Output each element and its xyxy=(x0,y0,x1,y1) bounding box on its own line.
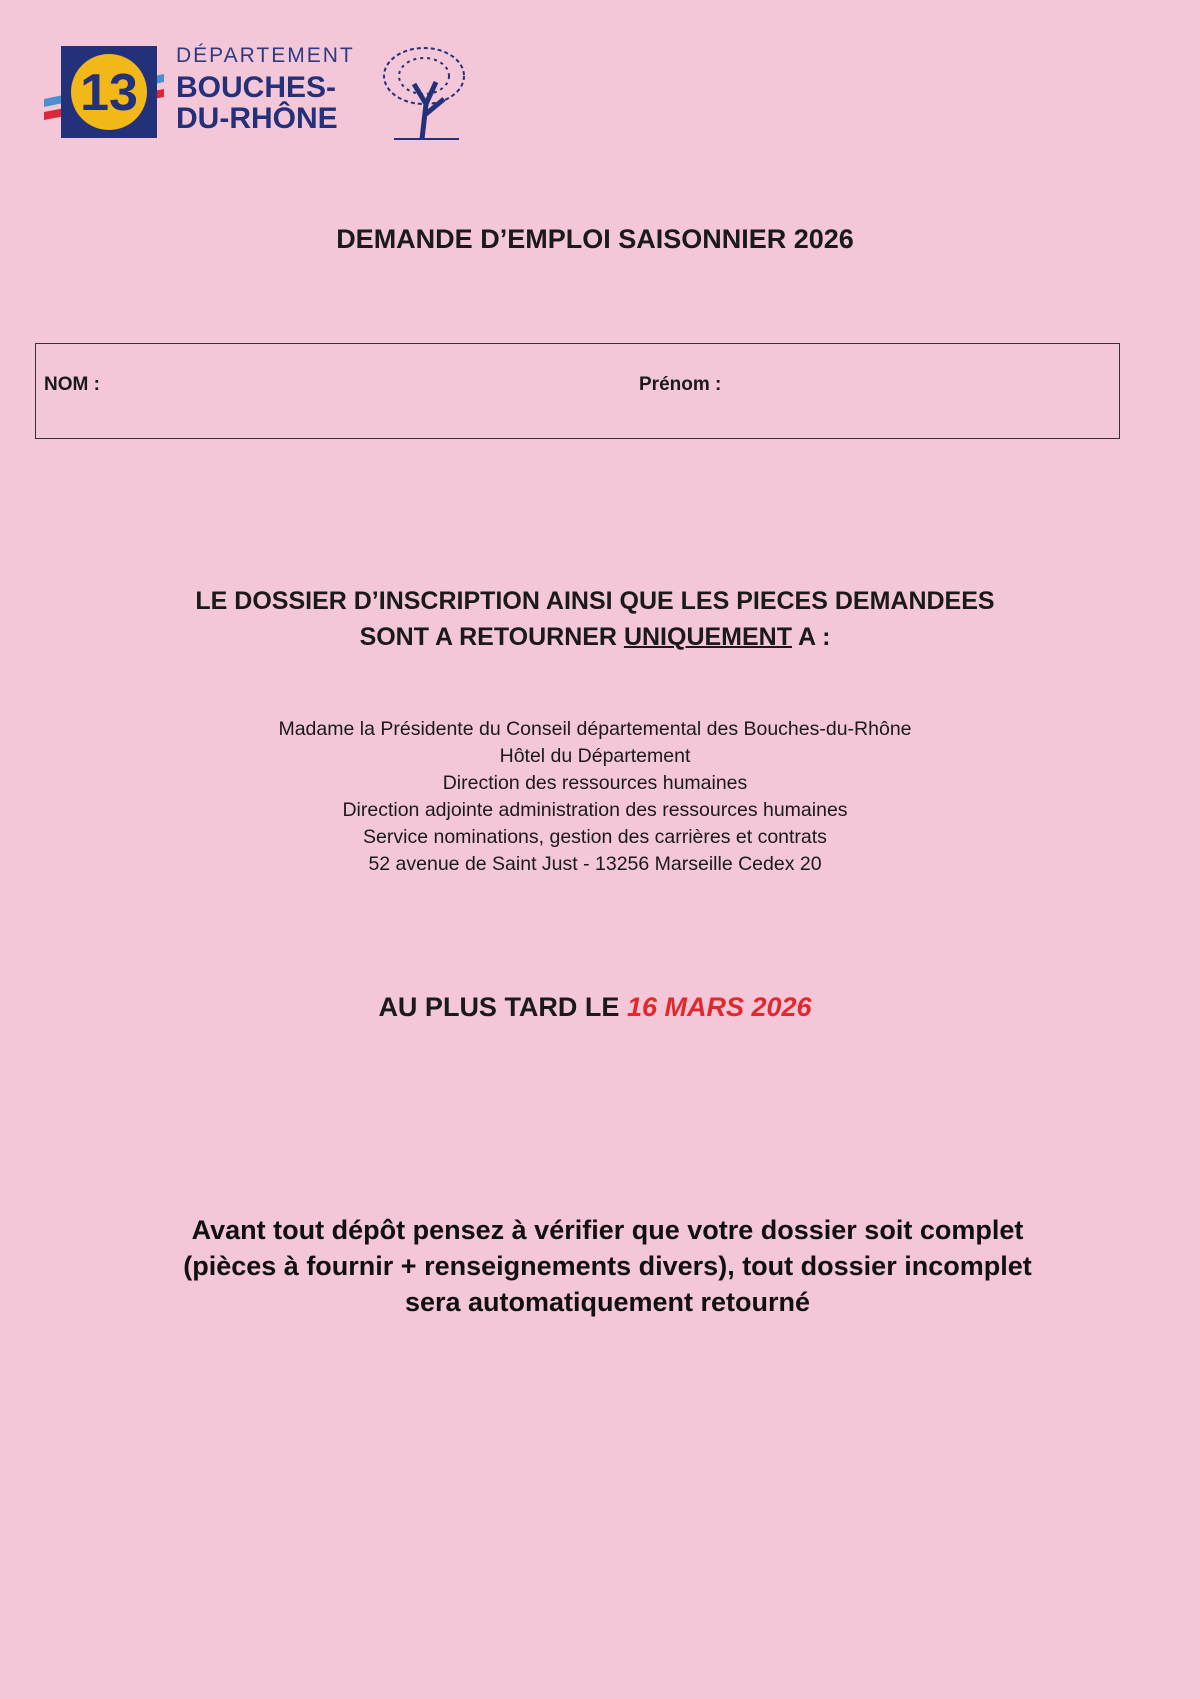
name-box xyxy=(35,343,1120,439)
nom-label: NOM : xyxy=(44,374,100,395)
completeness-warning xyxy=(0,1212,1200,1320)
address-line: 52 avenue de Saint Just - 13256 Marseille Cedex 20 xyxy=(368,853,822,875)
warning-line: sera automatiquement retourné xyxy=(404,1287,811,1317)
postal-address xyxy=(0,716,1190,878)
address-line: Madame la Présidente du Conseil départemental des Bouches-du-Rhône xyxy=(278,718,912,740)
deadline xyxy=(0,992,1190,1023)
olive-tree-icon xyxy=(374,44,474,144)
deadline-prefix: AU PLUS TARD LE xyxy=(378,992,627,1022)
address-line: Direction adjointe administration des ressources humaines xyxy=(342,799,848,821)
instruction-line2 xyxy=(0,619,1190,655)
address-line: Hôtel du Département xyxy=(499,745,691,767)
instruction-text: SONT A RETOURNER xyxy=(359,623,624,651)
page-title: DEMANDE D’EMPLOI SAISONNIER 2026 xyxy=(336,224,854,254)
instruction-emphasis: UNIQUEMENT xyxy=(623,623,792,651)
address-line: Service nominations, gestion des carrières et contrats xyxy=(363,826,827,848)
logo-name xyxy=(176,72,338,134)
instruction-line1: LE DOSSIER D’INSCRIPTION AINSI QUE LES PIECES DEMANDEES xyxy=(195,587,995,615)
deadline-date: 16 MARS 2026 xyxy=(626,992,812,1022)
warning-line: Avant tout dépôt pensez à vérifier que votre dossier soit complet xyxy=(191,1215,1024,1245)
svg-text:13: 13 xyxy=(80,64,138,122)
logo-13-emblem xyxy=(44,44,174,144)
prenom-label: Prénom : xyxy=(639,374,722,395)
logo-departement-text: DÉPARTEMENT xyxy=(176,44,355,67)
logo-line2: BOUCHES- xyxy=(176,71,337,104)
address-line: Direction des ressources humaines xyxy=(442,772,748,794)
logo-line3: DU-RHÔNE xyxy=(176,102,338,135)
return-instruction xyxy=(0,583,1190,655)
warning-line: (pièces à fournir + renseignements divers), tout dossier incomplet xyxy=(183,1251,1032,1281)
instruction-text: A : xyxy=(792,623,831,651)
